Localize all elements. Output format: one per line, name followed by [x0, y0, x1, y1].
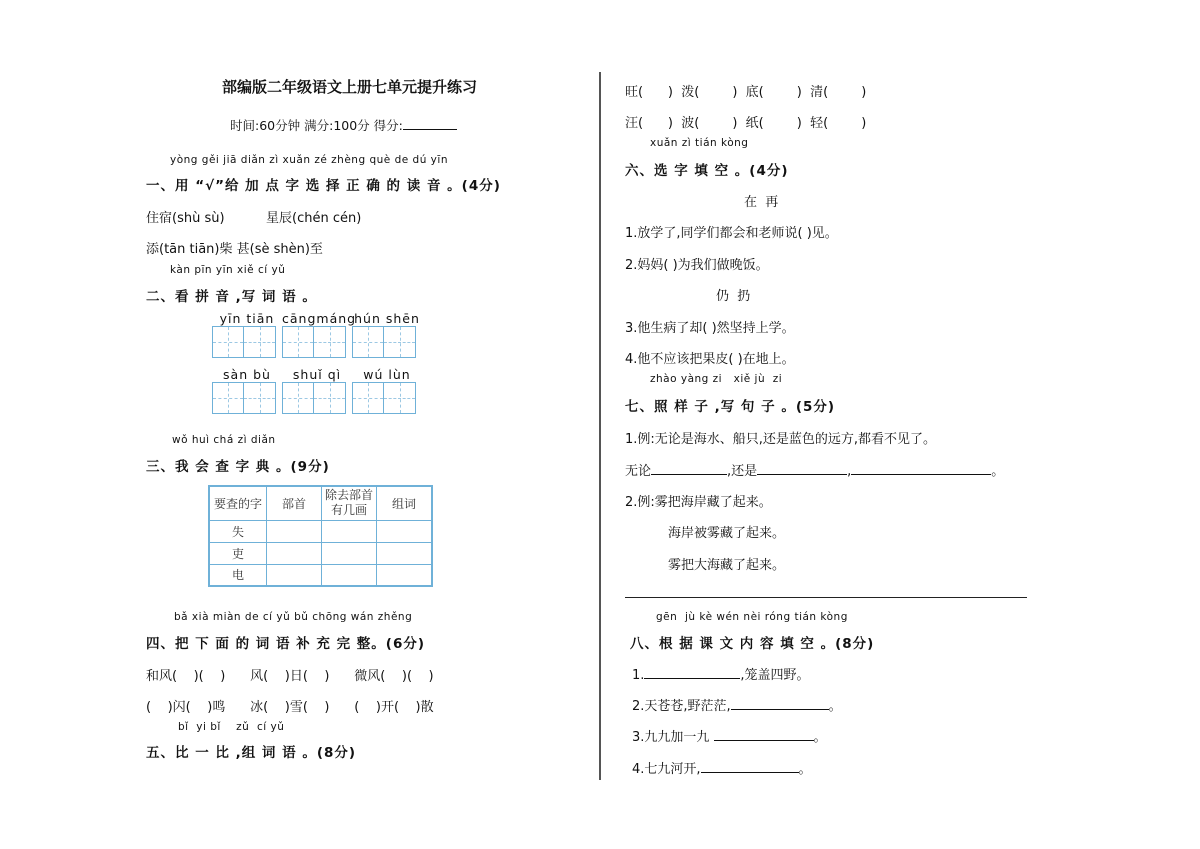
writing-box[interactable] — [244, 382, 276, 414]
table-cell-char: 失 — [209, 520, 267, 542]
q8-line-2 — [632, 695, 842, 714]
blank[interactable] — [644, 666, 740, 679]
q8-line-1-text: ,笼盖四野。 — [740, 668, 810, 683]
q5-line-2: 汪( ) 波( ) 纸( ) 轻( ) — [625, 116, 867, 131]
q8-line-1-label: 1. — [632, 668, 645, 683]
pinyin-label: hún shēn — [354, 311, 420, 326]
q4-heading: 四、把 下 面 的 词 语 补 充 完 整。(6分) — [146, 636, 426, 652]
writing-box[interactable] — [384, 382, 416, 414]
q7-fill-line — [625, 460, 1004, 479]
blank[interactable] — [731, 697, 829, 710]
writing-box[interactable] — [282, 326, 314, 358]
q7-example-2b: 雾把大海藏了起来。 — [668, 558, 786, 573]
blank[interactable] — [714, 728, 814, 741]
q7-example-2a: 海岸被雾藏了起来。 — [668, 526, 786, 541]
q8-heading: 八、根 据 课 文 内 容 填 空 。(8分) — [630, 636, 875, 652]
score-label: 得分: — [373, 118, 403, 133]
q8-line-3-label: 3.九九加一九 — [632, 730, 710, 745]
q1-item-2: 星辰(chén cén) — [266, 211, 362, 226]
score-blank[interactable] — [403, 117, 457, 130]
table-cell-input[interactable] — [267, 520, 322, 542]
writing-box[interactable] — [244, 326, 276, 358]
blank[interactable] — [757, 462, 847, 475]
table-cell-input[interactable] — [267, 564, 322, 586]
pinyin-writing-group — [212, 311, 282, 358]
table-cell-char: 电 — [209, 564, 267, 586]
q8-line-4 — [632, 758, 812, 777]
q5-line-1: 旺( ) 泼( ) 底( ) 清( ) — [625, 85, 867, 100]
q1-item-1: 住宿(shù sù) — [146, 211, 225, 226]
q3-heading: 三、我 会 查 字 典 。(9分) — [146, 459, 330, 475]
page-title: 部编版二年级语文上册七单元提升练习 — [222, 78, 478, 96]
writing-box[interactable] — [212, 326, 244, 358]
table-header: 除去部首有几画 — [322, 486, 377, 520]
q4-line-2: ( )闪( )鸣 冰( )雪( ) ( )开( )散 — [146, 700, 434, 715]
pinyin-writing-group — [352, 311, 422, 358]
q6-sentence-2: 2.妈妈( )为我们做晚饭。 — [625, 258, 769, 273]
table-cell-input[interactable] — [377, 564, 433, 586]
fill-mid: ,还是 — [727, 464, 758, 479]
q6-pinyin: xuǎn zì tián kòng — [650, 137, 749, 149]
q2-heading: 二、看 拼 音 ,写 词 语 。 — [146, 289, 317, 305]
q4-pinyin: bǎ xià miàn de cí yǔ bǔ chōng wán zhěng — [174, 611, 413, 623]
dictionary-table — [208, 485, 433, 587]
pinyin-writing-group — [282, 367, 352, 414]
q7-pinyin: zhào yàng zi xiě jù zi — [650, 373, 783, 385]
q8-line-1 — [632, 664, 810, 683]
table-header-row — [209, 486, 432, 520]
pinyin-label: sàn bù — [223, 367, 271, 382]
answer-line[interactable] — [625, 597, 1027, 598]
fill-comma: , — [847, 464, 852, 479]
pinyin-writing-group — [352, 367, 422, 414]
time-label: 时间:60分钟 — [230, 118, 301, 133]
pinyin-writing-group — [282, 311, 357, 358]
q5-heading: 五、比 一 比 ,组 词 语 。(8分) — [146, 745, 357, 761]
fill-prefix: 无论 — [625, 464, 652, 479]
table-row — [209, 520, 432, 542]
writing-box[interactable] — [282, 382, 314, 414]
fill-end: 。 — [991, 464, 1005, 479]
q8-line-4-end: 。 — [798, 762, 812, 777]
q6-sentence-3: 3.他生病了却( )然坚持上学。 — [625, 321, 795, 336]
q6-choice-1: 在 再 — [744, 195, 779, 210]
pinyin-writing-group — [212, 367, 282, 414]
q8-line-2-label: 2.天苍苍,野茫茫, — [632, 699, 731, 714]
q6-choice-2: 仍 扔 — [716, 289, 751, 304]
writing-box[interactable] — [384, 326, 416, 358]
writing-box[interactable] — [352, 326, 384, 358]
q6-sentence-1: 1.放学了,同学们都会和老师说( )见。 — [625, 226, 838, 241]
table-header: 部首 — [267, 486, 322, 520]
q8-line-3 — [632, 726, 827, 745]
q8-line-2-end: 。 — [828, 699, 842, 714]
blank[interactable] — [851, 462, 991, 475]
pinyin-label: shuǐ qì — [292, 367, 342, 382]
writing-box[interactable] — [352, 382, 384, 414]
q1-pinyin: yòng gěi jiā diǎn zì xuǎn zé zhèng què de dú yīn — [170, 154, 448, 166]
q3-pinyin: wǒ huì chá zì diǎn — [172, 434, 276, 446]
q7-example-2: 2.例:雾把海岸藏了起来。 — [625, 495, 772, 510]
table-row — [209, 564, 432, 586]
pinyin-label: cāngmáng — [282, 311, 357, 326]
q6-sentence-4: 4.他不应该把果皮( )在地上。 — [625, 352, 795, 367]
q7-example-1: 1.例:无论是海水、船只,还是蓝色的远方,都看不见了。 — [625, 432, 937, 447]
table-cell-input[interactable] — [322, 542, 377, 564]
table-cell-char: 吏 — [209, 542, 267, 564]
table-header: 要查的字 — [209, 486, 267, 520]
blank[interactable] — [701, 760, 799, 773]
writing-box[interactable] — [314, 326, 346, 358]
q8-line-4-label: 4.七九河开, — [632, 762, 701, 777]
table-row — [209, 542, 432, 564]
table-cell-input[interactable] — [322, 520, 377, 542]
pinyin-label: yīn tiān — [219, 311, 275, 326]
q8-line-3-end: 。 — [813, 730, 827, 745]
table-cell-input[interactable] — [377, 520, 433, 542]
q1-line-2: 添(tān tiān)柴 甚(sè shèn)至 — [146, 242, 323, 257]
column-divider — [599, 72, 601, 780]
table-header: 组词 — [377, 486, 433, 520]
exam-meta — [230, 116, 457, 134]
q1-heading: 一、用 “√”给 加 点 字 选 择 正 确 的 读 音 。(4分) — [146, 178, 501, 194]
q7-heading: 七、照 样 子 ,写 句 子 。(5分) — [625, 399, 836, 415]
pinyin-label: wú lùn — [363, 367, 411, 382]
table-cell-input[interactable] — [377, 542, 433, 564]
table-cell-input[interactable] — [267, 542, 322, 564]
writing-box[interactable] — [212, 382, 244, 414]
q5-pinyin: bǐ yi bǐ zǔ cí yǔ — [178, 721, 285, 733]
q4-line-1: 和风( )( ) 风( )日( ) 微风( )( ) — [146, 669, 434, 684]
full-score-label: 满分:100分 — [304, 118, 370, 133]
writing-box[interactable] — [314, 382, 346, 414]
blank[interactable] — [651, 462, 727, 475]
q8-pinyin: gēn jù kè wén nèi róng tián kòng — [656, 611, 848, 623]
q6-heading: 六、选 字 填 空 。(4分) — [625, 163, 789, 179]
q2-pinyin: kàn pīn yīn xiě cí yǔ — [170, 264, 286, 276]
table-cell-input[interactable] — [322, 564, 377, 586]
